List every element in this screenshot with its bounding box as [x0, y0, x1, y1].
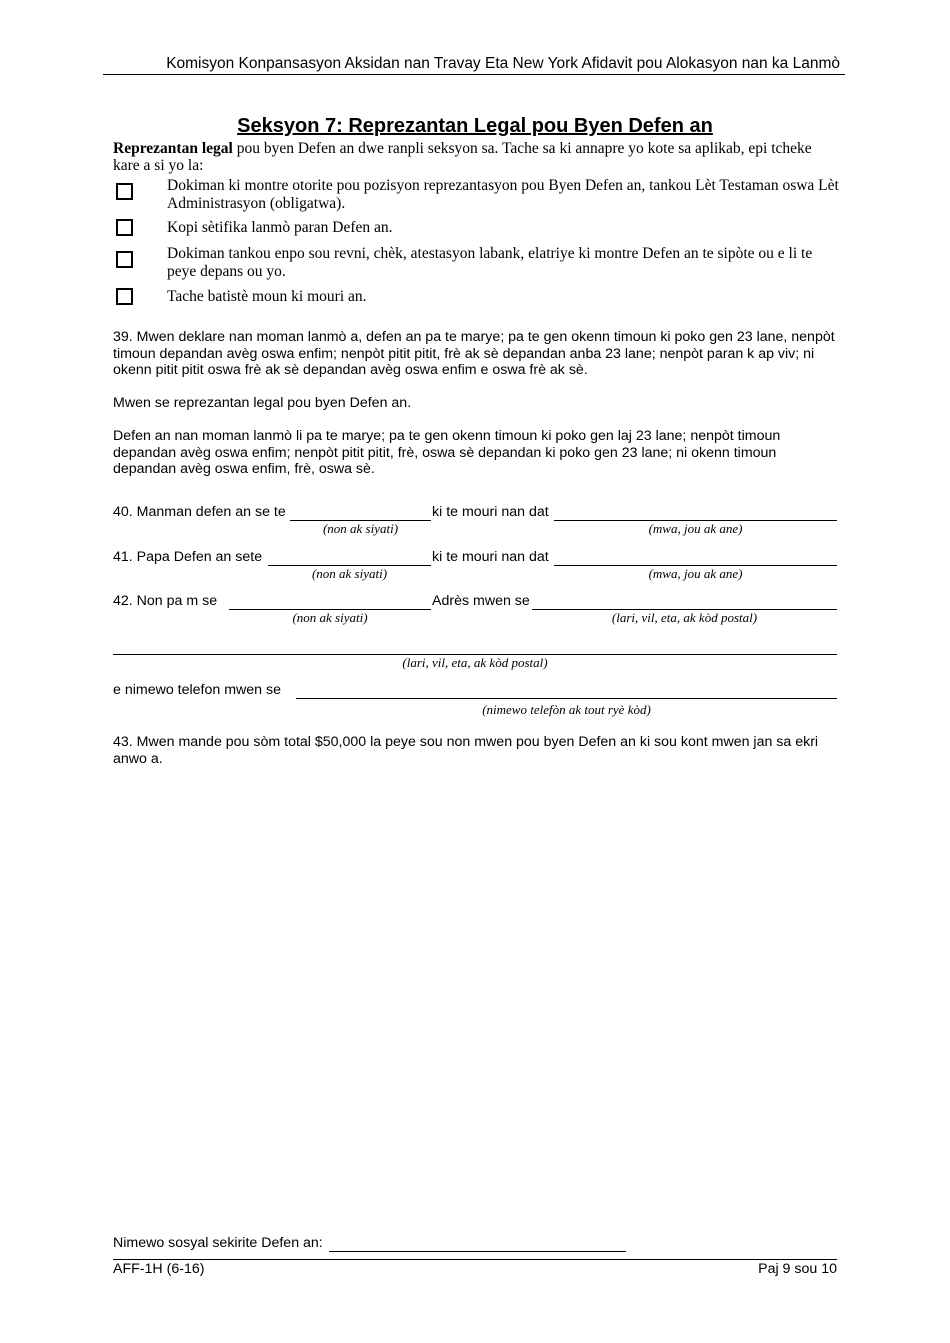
hint-phone: (nimewo telefòn ak tout ryè kòd) [482, 702, 651, 717]
hint-address: (lari, vil, eta, ak kòd postal) [611, 610, 758, 625]
q42-address-label: Adrès mwen se [432, 593, 530, 609]
checklist-item: Dokiman ki montre otorite pou pozisyon reprezantasyon pou Byen Defen an, tankou Lèt Testaman oswa Lèt Administrasyon (obligatwa). [167, 177, 839, 212]
hint-name: (non ak siyati) [322, 521, 399, 536]
q41-label: 41. Papa Defen an sete [113, 549, 263, 565]
section-intro [113, 140, 839, 174]
page-number: Paj 9 sou 10 [758, 1261, 837, 1277]
checkbox-parent-death-certificate[interactable] [116, 219, 133, 236]
hint-address: (lari, vil, eta, ak kòd postal) [402, 655, 548, 670]
document-header: Komisyon Konpansasyon Aksidan nan Travay Eta New York Afidavit pou Alokasyon nan ka Lanmò [166, 55, 840, 72]
hint-date: (mwa, jou ak ane) [648, 521, 743, 536]
intro-text: pou byen Defen an dwe ranpli seksyon sa. Tache sa ki annapre yo kote sa aplikab, epi tcheke kare a si yo la: [113, 140, 812, 174]
checklist-item: Dokiman tankou enpo sou revni, chèk, atestasyon labank, elatriye ki montre Defen an te sipòte ou e li te peye depans ou yo. [167, 245, 813, 280]
checkbox-support-documents[interactable] [116, 251, 133, 268]
hint-name: (non ak siyati) [292, 610, 368, 625]
intro-bold: Reprezantan legal [113, 140, 233, 157]
ssn-field[interactable] [329, 1251, 626, 1252]
q40-label: 40. Manman defen an se te [113, 504, 286, 520]
hint-date: (mwa, jou ak ane) [648, 566, 743, 581]
hint-name: (non ak siyati) [311, 566, 388, 581]
request-43: 43. Mwen mande pou sòm total $50,000 la peye sou non mwen pou byen Defen an ki sou kont mwen jan sa ekri anwo a. [113, 734, 819, 767]
checkbox-letters-testamentary[interactable] [116, 183, 133, 200]
footer-divider [113, 1259, 837, 1260]
legal-rep-statement: Mwen se reprezantan legal pou byen Defen an. [113, 395, 412, 411]
checklist-item: Kopi sètifika lanmò paran Defen an. [167, 219, 393, 236]
checkbox-birth-certificate[interactable] [116, 288, 133, 305]
q42-label: 42. Non pa m se [113, 593, 218, 609]
phone-label: e nimewo telefon mwen se [113, 682, 281, 698]
header-divider [103, 74, 845, 75]
checklist-item: Tache batistè moun ki mouri an. [167, 288, 367, 305]
phone-field[interactable] [296, 698, 837, 699]
q41-date-label: ki te mouri nan dat [432, 549, 549, 565]
unmarried-statement: Defen an nan moman lanmò li pa te marye; pa te gen okenn timoun ki poko gen laj 23 lane; nenpòt timoun depandan avèg oswa enfim; nenpòt pitit pitit, frè, oswa sè depandan ki poko gen 23 lane; ni okenn timoun depandan avèg oswa enfim, frè, oswa sè. [113, 428, 781, 477]
form-id: AFF-1H (6-16) [113, 1261, 205, 1277]
ssn-label: Nimewo sosyal sekirite Defen an: [113, 1235, 323, 1251]
q40-date-label: ki te mouri nan dat [432, 504, 549, 520]
declaration-39: 39. Mwen deklare nan moman lanmò a, defen an pa te marye; pa te gen okenn timoun ki poko gen 23 lane, nenpòt timoun depandan avèg oswa enfim; nenpòt pitit pitit, frè ak sè depandan anba 23 lane; nenpòt paran k ap viv; ni okenn pitit pitit oswa frè ak sè depandan avèg oswa enfim e oswa frè ak sè. [113, 329, 835, 378]
section-title: Seksyon 7: Reprezantan Legal pou Byen Defen an [237, 115, 713, 137]
